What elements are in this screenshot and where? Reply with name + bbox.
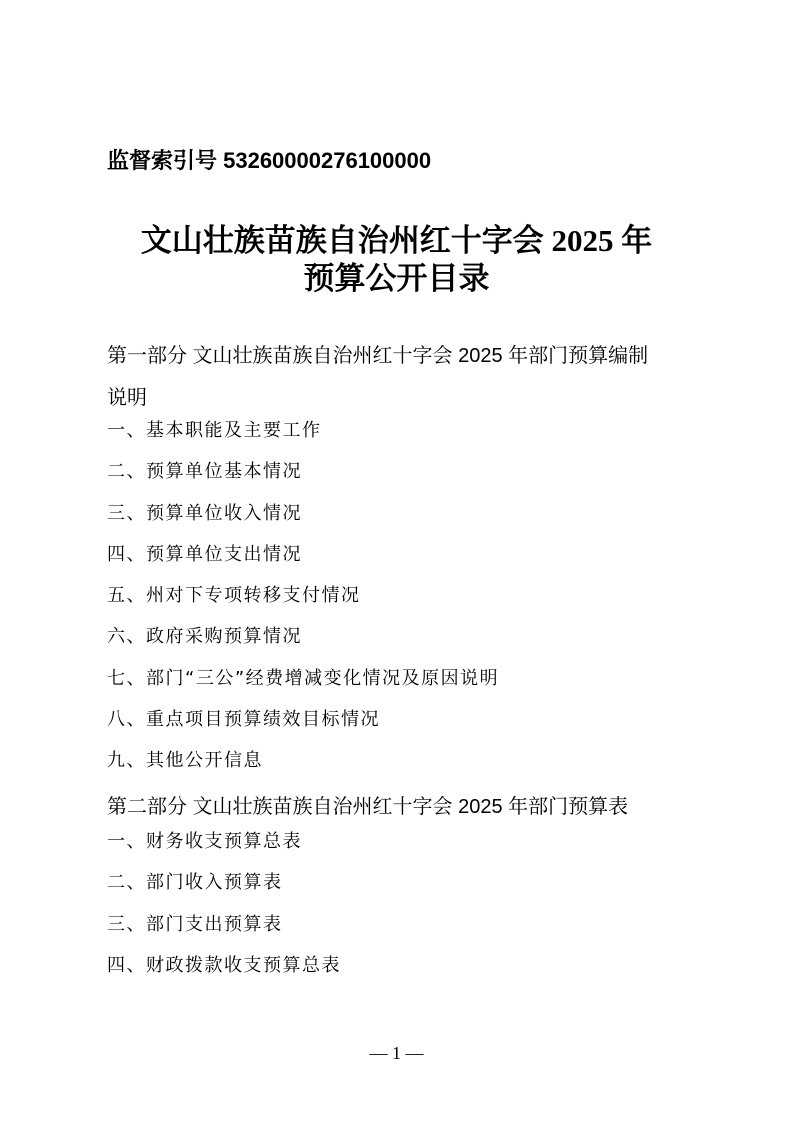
- list-item: 八、重点项目预算绩效目标情况: [107, 709, 380, 731]
- list-item: 一、基本职能及主要工作: [107, 420, 322, 441]
- list-item: 二、部门收入预算表: [107, 872, 283, 894]
- list-item: 四、财政拨款收支预算总表: [107, 954, 341, 976]
- list-item: 三、部门支出预算表: [107, 913, 283, 935]
- list-item: 九、其他公开信息: [107, 750, 263, 772]
- document-title-line-2: 预算公开目录: [303, 261, 490, 296]
- list-item: 三、预算单位收入情况: [107, 502, 302, 524]
- part-two-heading: 第二部分 文山壮族苗族自治州红十字会 2025 年部门预算表: [107, 796, 629, 818]
- document-title-line-1: 文山壮族苗族自治州红十字会 2025 年: [140, 223, 653, 258]
- supervision-index-number: 监督索引号 53260000276100000: [107, 148, 432, 173]
- list-item: 二、预算单位基本情况: [107, 461, 302, 483]
- page-number: — 1 —: [369, 1043, 424, 1063]
- part-one-heading-continuation: 说明: [107, 387, 147, 409]
- part-one-list: [107, 416, 499, 788]
- part-two-list: [107, 827, 341, 992]
- list-item: 一、财务收支预算总表: [107, 831, 302, 852]
- part-one-heading: 第一部分 文山壮族苗族自治州红十字会 2025 年部门预算编制: [107, 345, 649, 367]
- list-item: 四、预算单位支出情况: [107, 543, 302, 565]
- list-item: 六、政府采购预算情况: [107, 626, 302, 648]
- list-item: 七、部门“三公”经费增减变化情况及原因说明: [107, 667, 500, 689]
- list-item: 五、州对下专项转移支付情况: [107, 585, 361, 607]
